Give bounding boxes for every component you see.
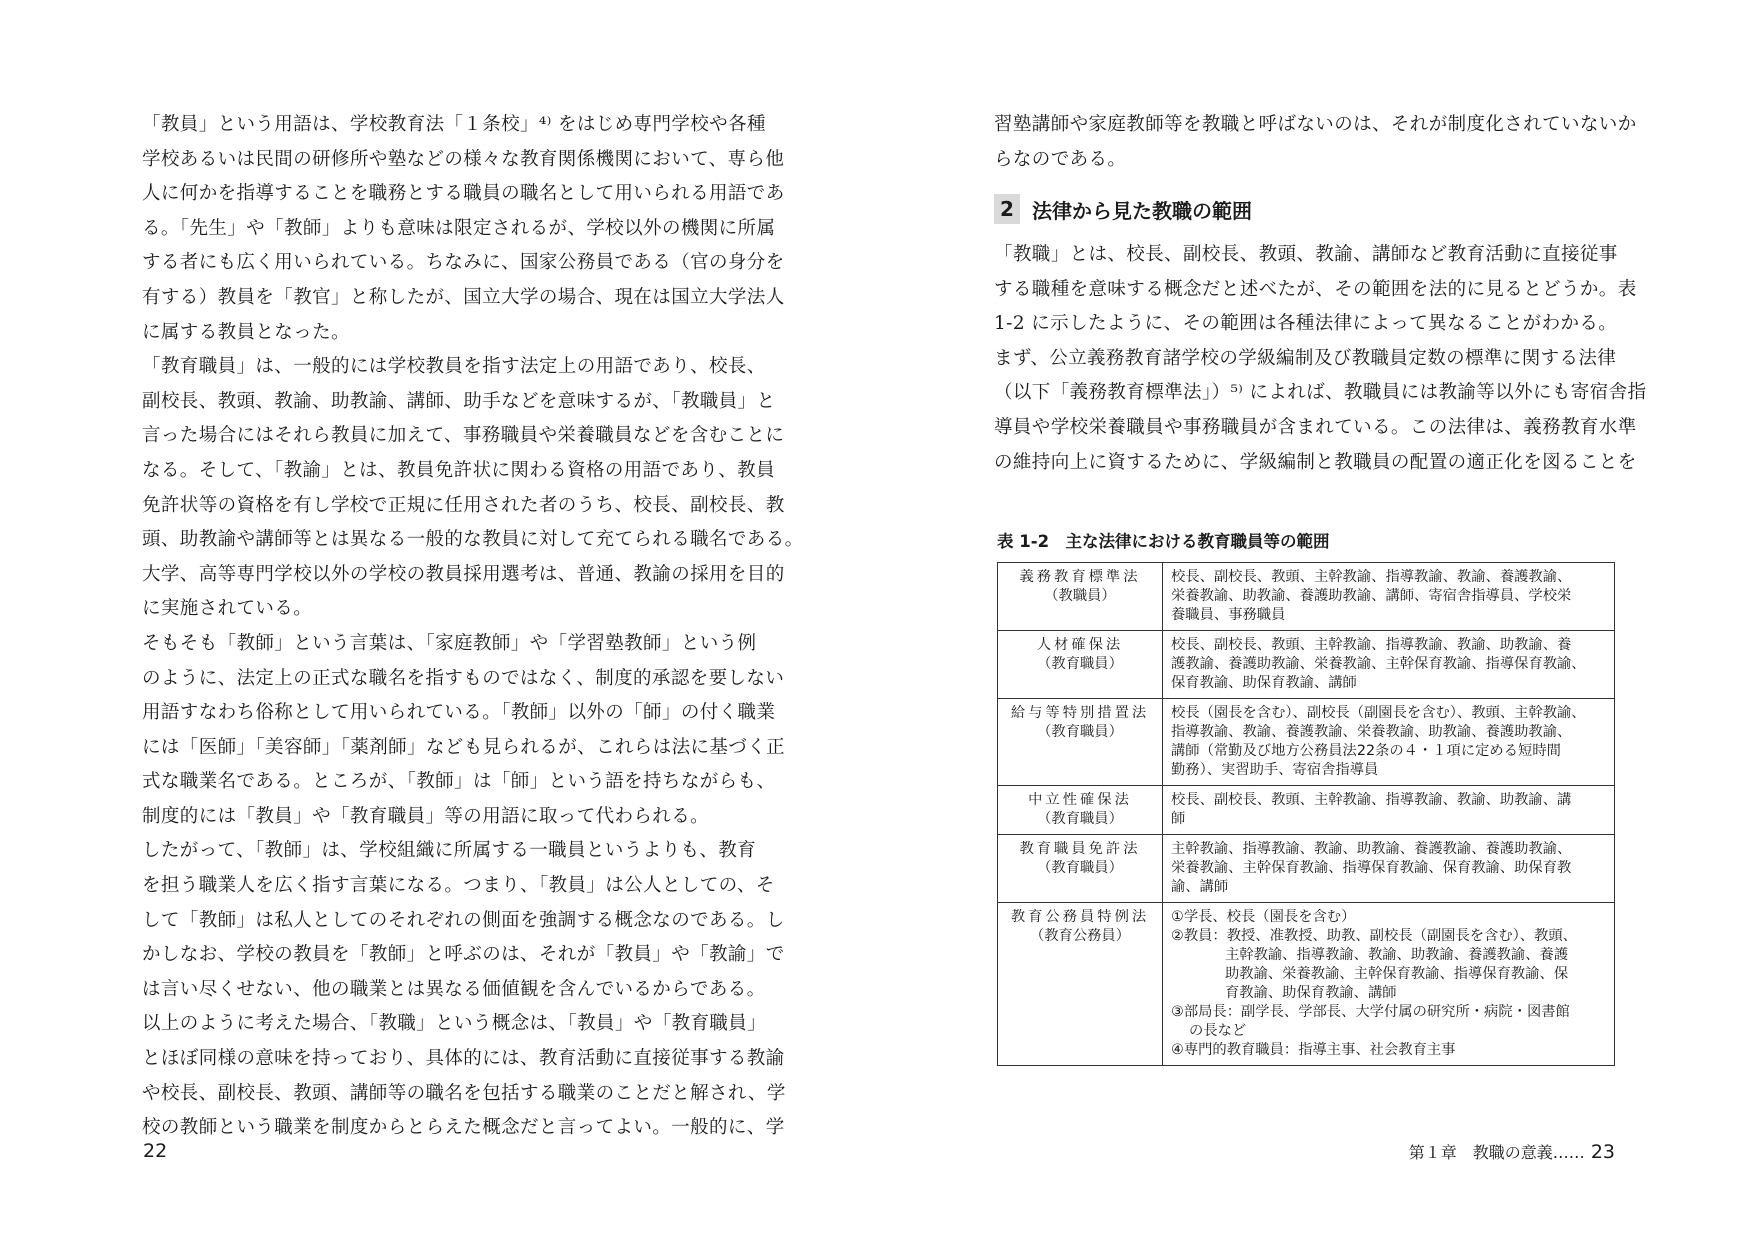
law-name: 教育公務員特例法 [1010,909,1150,925]
cell-line: 校長、副校長、教頭、主幹教諭、指導教諭、教諭、助教諭、養 [1171,637,1572,653]
laws-table [997,562,1615,1066]
cell-line: ④専門的教育職員：指導主事、社会教育主事 [1171,1042,1456,1058]
text-line: （以下「義務教育標準法」）⁵⁾ によれば、教職員には教諭等以外にも寄宿舎指 [994,382,1647,404]
table-row [998,903,1615,1066]
law-note: （教育職員） [1037,656,1123,672]
text-line: したがって、「教師」は、学校組織に所属する一職員というよりも、教育 [142,840,757,862]
page-number-right: 23 [1590,1141,1615,1163]
law-note: （教育職員） [1037,860,1123,876]
text-line: 式な職業名である。ところが、「教師」は「師」という語を持ちながらも、 [142,771,776,793]
table-row [998,563,1615,631]
cell-line: 校長（園長を含む）、副校長（副園長を含む）、教頭、主幹教諭、 [1171,705,1586,721]
right-top-text [994,108,1637,177]
text-line: 言った場合にはそれら教員に加えて、事務職員や栄養職員などを含むことに [142,425,785,447]
text-line: なる。そして、「教諭」とは、教員免許状に関わる資格の用語であり、教員 [142,459,775,481]
text-line: の維持向上に資するために、学級編制と教職員の配置の適正化を図ることを [994,451,1637,473]
cell-line: 校長、副校長、教頭、主幹教諭、指導教諭、教諭、助教諭、講 [1171,792,1572,808]
text-line: は言い尽くせない、他の職業とは異なる価値観を含んでいるからである。 [142,978,766,1000]
section-title: 法律から見た教職の範囲 [1032,198,1252,223]
text-line: 「教育職員」は、一般的には学校教員を指す法定上の用語であり、校長、 [142,356,766,378]
text-line: かしなお、学校の教員を「教師」と呼ぶのは、それが「教員」や「教諭」で [142,944,785,966]
cell-line: 栄養教諭、主幹保育教諭、指導保育教諭、保育教諭、助保育教 [1171,860,1572,876]
law-note: （教育職員） [1037,724,1123,740]
text-line: や校長、副校長、教頭、講師等の職名を包括する職業のことだと解され、学 [142,1082,786,1104]
text-line: する職種を意味する概念だと述べたが、その範囲を法的に見るとどうか。表 [994,278,1637,300]
footer-right [1409,1140,1615,1163]
text-line: して「教師」は私人としてのそれぞれの側面を強調する概念なのである。し [142,909,785,931]
text-line: 校の教師という職業を制度からとらえた概念だと言ってよい。一般的に、学 [142,1117,785,1139]
left-page [0,0,877,1240]
text-line: 導員や学校栄養職員や事務職員が含まれている。この法律は、義務教育水準 [994,416,1637,438]
cell-line: 助教諭、栄養教諭、主幹保育教諭、指導保育教諭、保 [1225,966,1569,982]
text-line: そもそも「教師」という言葉は、「家庭教師」や「学習塾教師」という例 [142,632,757,654]
text-line: 大学、高等専門学校以外の学校の教員採用選考は、普通、教諭の採用を目的 [142,563,785,585]
law-name: 人材確保法 [1036,637,1124,653]
cell-line: 主幹教諭、指導教諭、教諭、助教諭、養護教諭、養護助教諭、 [1171,841,1572,857]
law-name-cell [998,563,1163,631]
law-scope-cell [1163,835,1615,903]
law-note: （教職員） [1044,588,1116,604]
text-line: 有する）教員を「教官」と称したが、国立大学の場合、現在は国立大学法人 [142,286,785,308]
cell-line: 栄養教諭、助教諭、養護助教諭、講師、寄宿舎指導員、学校栄 [1171,588,1572,604]
law-scope-cell [1163,786,1615,835]
table-caption: 表 1‐2 主な法律における教育職員等の範囲 [997,532,1330,551]
law-scope-cell [1163,699,1615,786]
cell-line: 講師（常勤及び地方公務員法22条の４・１項に定める短時間 [1171,743,1561,759]
cell-line: 保育教諭、助保育教諭、講師 [1171,675,1357,691]
cell-line: 護教諭、養護助教諭、栄養教諭、主幹保育教諭、指導保育教諭、 [1171,656,1586,672]
law-scope-cell [1163,631,1615,699]
table-row [998,631,1615,699]
law-name: 給与等特別措置法 [1010,705,1150,721]
law-name-cell [998,786,1163,835]
left-body-text [142,108,804,1146]
text-line: 習塾講師や家庭教師等を教職と呼ばないのは、それが制度化されていないか [994,114,1637,135]
law-name: 中立性確保法 [1028,792,1132,808]
section-number: 2 [994,194,1020,224]
cell-line: ③部局長：副学長、学部長、大学付属の研究所・病院・図書館 [1171,1004,1570,1020]
right-page [877,0,1755,1240]
law-name: 教育職員免許法 [1019,841,1141,857]
footer-chapter: 第１章 教職の意義…… [1408,1143,1585,1162]
cell-line: の長など [1189,1023,1247,1039]
text-line: する者にも広く用いられている。ちなみに、国家公務員である（官の身分を [142,252,785,274]
law-note: （教育公務員） [1029,928,1131,944]
text-line: 人に何かを指導することを職務とする職員の職名として用いられる用語であ [142,183,785,205]
text-line: まず、公立義務教育諸学校の学級編制及び教職員定数の標準に関する法律 [994,347,1617,369]
cell-line: 主幹教諭、指導教諭、教諭、助教諭、養護教諭、養護 [1225,947,1569,963]
cell-line: 育教諭、助保育教諭、講師 [1225,985,1397,1001]
cell-line: 養職員、事務職員 [1171,607,1286,623]
text-line: 「教職」とは、校長、副校長、教頭、教諭、講師など教育活動に直接従事 [994,244,1618,265]
text-line: 副校長、教頭、教諭、助教諭、講師、助手などを意味するが、「教職員」と [142,390,776,412]
law-note: （教育職員） [1037,811,1123,827]
law-name-cell [998,903,1163,1066]
law-scope-cell [1163,563,1615,631]
law-name: 義務教育標準法 [1019,569,1141,585]
text-line: を担う職業人を広く指す言葉になる。つまり、「教員」は公人としての、そ [142,875,775,897]
cell-line: 師 [1171,811,1186,827]
cell-line: 指導教諭、教諭、養護教諭、栄養教諭、助教諭、養護助教諭、 [1171,724,1572,740]
text-line: 1-2 に示したように、その範囲は各種法律によって異なることがわかる。 [994,313,1618,335]
table-row [998,835,1615,903]
text-line: とほぼ同様の意味を持っており、具体的には、教育活動に直接従事する教諭 [142,1048,785,1070]
law-scope-cell [1163,903,1615,1066]
law-name-cell [998,631,1163,699]
page-number-left: 22 [143,1140,168,1162]
table-row [998,786,1615,835]
cell-line: ②教員：教授、准教授、助教、副校長（副園長を含む）、教頭、 [1171,928,1577,944]
section-heading [994,192,1252,226]
text-line: に実施されている。 [142,598,313,620]
text-line: 頭、助教諭や講師等とは異なる一般的な教員に対して充てられる職名である。 [142,529,804,551]
text-line: 「教員」という用語は、学校教育法「１条校」⁴⁾ をはじめ専門学校や各種 [142,114,766,135]
table-row [998,699,1615,786]
text-line: らなのである。 [994,148,1127,170]
text-line: 制度的には「教員」や「教育職員」等の用語に取って代わられる。 [142,805,710,827]
text-line: のように、法定上の正式な職名を指すものではなく、制度的承認を要しない [142,667,785,689]
text-line: 学校あるいは民間の研修所や塾などの様々な教育関係機関において、専ら他 [142,148,785,170]
cell-line: 勤務）、実習助手、寄宿舎指導員 [1171,762,1379,778]
text-line: る。「先生」や「教師」よりも意味は限定されるが、学校以外の機関に所属 [142,217,776,239]
text-line: に属する教員となった。 [142,321,350,343]
cell-line: 諭、講師 [1171,879,1229,895]
cell-line: 校長、副校長、教頭、主幹教諭、指導教諭、教諭、養護教諭、 [1171,569,1572,585]
text-line: 免許状等の資格を有し学校で正規に任用された者のうち、校長、副校長、教 [142,494,785,516]
text-line: には「医師」「美容師」「薬剤師」なども見られるが、これらは法に基づく正 [142,736,786,758]
law-name-cell [998,699,1163,786]
text-line: 用語すなわち俗称として用いられている。「教師」以外の「師」の付く職業 [142,702,776,724]
cell-line: ①学長、校長（園長を含む） [1171,909,1356,925]
law-name-cell [998,835,1163,903]
text-line: 以上のように考えた場合、「教職」という概念は、「教員」や「教育職員」 [142,1013,767,1035]
right-body-text [994,238,1647,480]
